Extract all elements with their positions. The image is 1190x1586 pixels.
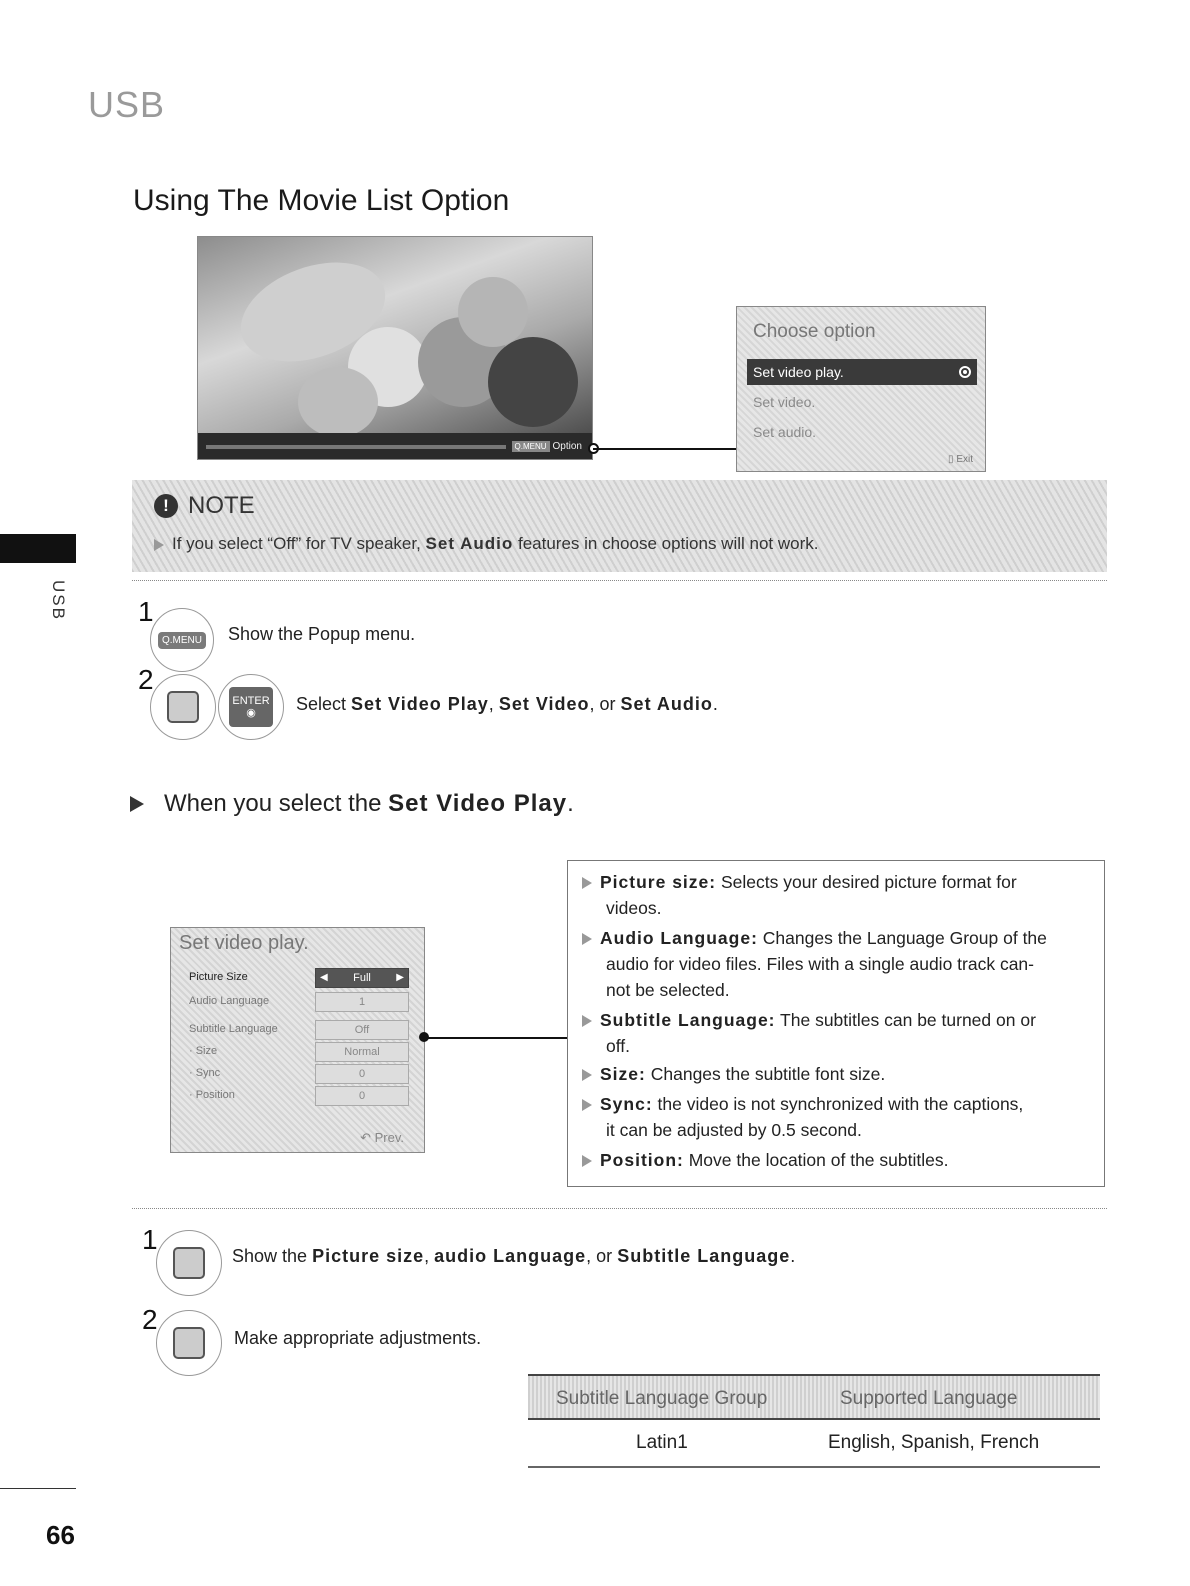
text-bold: Subtitle Language [617,1246,791,1266]
desc-text-cont: videos. [606,898,662,918]
desc-text: Changes the Language Group of the [762,928,1047,948]
note-text-pre: If you select “Off” for TV speaker, [172,534,421,553]
text-bold: Picture size [312,1246,425,1266]
desc-text: Changes the subtitle font size. [650,1064,886,1084]
radio-selected-icon [959,366,971,378]
table-header [528,1374,1100,1420]
desc-term: Size: [600,1064,646,1084]
option-label: Set video play. [753,364,844,380]
step-number: 1 [142,1224,158,1255]
step-text: Make appropriate adjustments. [234,1328,482,1348]
enter-key [229,687,272,727]
row-label: Audio Language [189,995,270,1007]
side-tab-marker [0,534,76,563]
note-title [154,492,255,520]
desc-term: Sync: [600,1094,653,1114]
row-sync[interactable] [189,1064,413,1084]
row-label: · Position [189,1089,235,1101]
desc-text: Selects your desired picture format for [720,872,1017,892]
arrow-right-icon: ▶ [396,972,404,983]
desc-text-cont: it can be adjusted by 0.5 second. [606,1120,862,1140]
note-title-text: NOTE [188,492,255,519]
note-text-bold: Set Audio [425,534,514,553]
step-number: 2 [142,1304,158,1335]
row-label: · Size [189,1045,218,1057]
table-row [528,1420,1100,1468]
text-sep: , [488,694,494,714]
dpad-icon [173,1247,205,1279]
desc-position [582,1147,1094,1173]
option-label: Option [552,440,582,452]
side-tab-label: USB [49,580,68,621]
dpad-button [150,674,216,740]
arrow-left-icon: ◀ [320,972,328,983]
text-end: . [790,1246,796,1266]
bullet-arrow-icon [154,539,164,551]
bullet-arrow-icon [582,1015,592,1027]
row-picture-size[interactable] [189,968,413,988]
prev-label: Prev. [374,1130,404,1145]
text-sep: , or [589,694,616,714]
desc-size [582,1061,1094,1087]
movie-progress-bar [206,445,506,449]
footer-rule [0,1488,76,1489]
row-value [315,968,409,988]
text-sep: , or [586,1246,613,1266]
step-number: 2 [138,664,154,695]
back-arrow-icon: ↶ [360,1130,375,1145]
step-number: 1 [138,596,154,627]
note-info-icon: ! [154,494,178,518]
row-position[interactable] [189,1086,413,1106]
panel-title: Set video play. [179,932,309,954]
note-box [132,480,1107,572]
desc-term: Position: [600,1150,684,1170]
heading-end: . [567,790,574,817]
connector-line [593,448,737,450]
qmenu-key: Q.MENU [158,632,206,649]
text-end: . [712,694,718,714]
desc-text: The subtitles can be turned on or [780,1010,1036,1030]
bullet-arrow-icon [582,1069,592,1081]
option-set-video-play[interactable] [747,359,977,385]
row-subtitle-language[interactable] [189,1020,413,1040]
option-label: Set audio. [753,424,817,440]
dpad-icon [173,1327,205,1359]
desc-audio-language [582,925,1094,1003]
exit-key-icon: ▯ [948,454,957,465]
enter-key-glyph: ◉ [246,707,256,719]
page-number: 66 [46,1520,75,1550]
movie-screenshot [197,236,593,460]
table-header-cell: Subtitle Language Group [556,1388,768,1409]
bullet-arrow-icon [582,1155,592,1167]
text-pre: Show the [232,1246,308,1266]
desc-term: Subtitle Language: [600,1010,776,1030]
heading-bold: Set Video Play [388,790,568,817]
row-label: Subtitle Language [189,1023,278,1035]
row-value: Off [315,1020,409,1040]
enter-button [218,674,284,740]
text-sep: , [424,1246,430,1266]
desc-text-cont: off. [606,1036,631,1056]
desc-text: Move the location of the subtitles. [688,1150,949,1170]
popup-title: Choose option [753,321,876,342]
bullet-arrow-icon [130,796,144,812]
option-label: Set video. [753,394,816,410]
heading-pre: When you select the [164,790,382,817]
text-bold: Set Audio [620,694,713,714]
option-set-video[interactable] [747,389,977,415]
desc-text-cont: audio for video files. Files with a single audio track can- [606,954,1034,974]
connector-line [425,1037,567,1039]
row-value: 0 [315,1086,409,1106]
dpad-leftright-button [156,1310,222,1376]
section-title: USB [88,84,166,125]
choose-option-popup [736,306,986,472]
language-table [528,1374,1100,1468]
desc-text: the video is not synchronized with the captions, [657,1094,1024,1114]
text-bold: audio Language [434,1246,587,1266]
table-header-cell: Supported Language [840,1388,1018,1409]
desc-term: Picture size: [600,872,717,892]
bullet-arrow-icon [582,1099,592,1111]
table-cell: English, Spanish, French [828,1432,1040,1453]
option-set-audio[interactable] [747,419,977,445]
divider [132,1208,1107,1209]
row-label: · Sync [189,1067,221,1079]
row-size[interactable] [189,1042,413,1062]
qmenu-key: Q.MENU [512,441,550,452]
exit-label: Exit [956,454,973,465]
prev-button[interactable] [360,1130,404,1146]
enter-key-label: ENTER [232,695,270,707]
desc-text-cont: not be selected. [606,980,730,1000]
dpad-icon [167,691,199,723]
row-value: Normal [315,1042,409,1062]
row-label: Picture Size [189,971,248,983]
row-value-text: Full [353,972,371,984]
set-video-play-panel [170,927,425,1153]
divider [132,580,1107,581]
row-audio-language[interactable] [189,992,413,1012]
text-bold: Set Video [498,694,590,714]
dpad-updown-button [156,1230,222,1296]
desc-picture-size [582,869,1094,921]
desc-term: Audio Language: [600,928,758,948]
text-bold: Set Video Play [351,694,489,714]
qmenu-option-chip [512,438,582,454]
step-text: Show the Popup menu. [228,624,416,644]
note-text-post: features in choose options will not work. [517,534,819,553]
description-box [567,860,1105,1187]
subsection-heading [130,790,574,818]
step-text [232,1246,795,1267]
step-text [296,694,718,715]
page-heading: Using The Movie List Option [133,184,510,217]
desc-sync [582,1091,1094,1143]
row-value: 0 [315,1064,409,1084]
table-cell: Latin1 [636,1432,688,1453]
text-pre: Select [296,694,347,714]
desc-subtitle-language [582,1007,1094,1059]
exit-button[interactable] [948,454,973,465]
note-text [154,534,818,554]
qmenu-button [150,608,214,672]
bullet-arrow-icon [582,877,592,889]
row-value: 1 [315,992,409,1012]
bullet-arrow-icon [582,933,592,945]
